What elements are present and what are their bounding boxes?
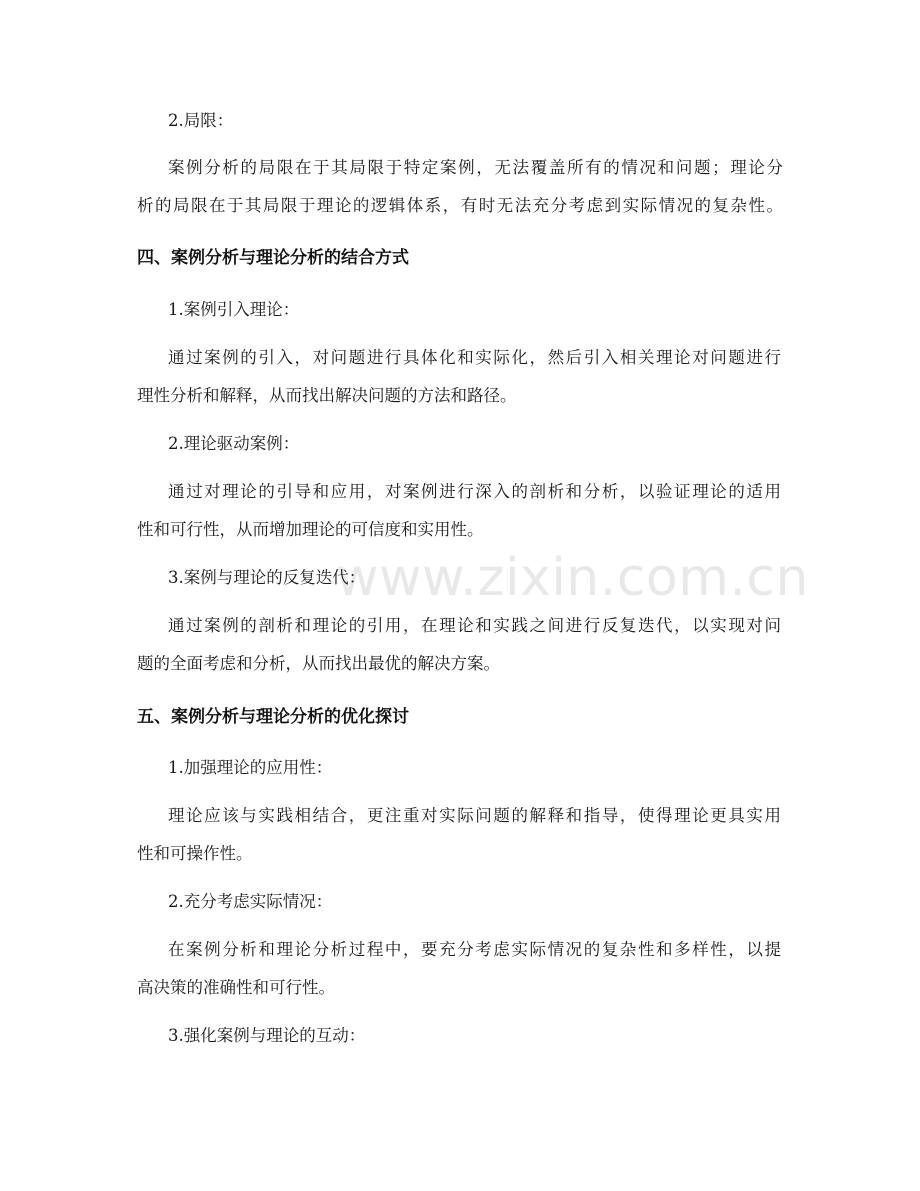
limit-paragraph-line-2: 析的局限在于其局限于理论的逻辑体系，有时无法充分考虑到实际情况的复杂性。 [137,196,783,215]
limit-subtitle: 2.局限： [168,111,234,130]
s4-item2-paragraph-line-1: 通过对理论的引导和应用，对案例进行深入的剖析和分析，以验证理论的适用 [168,482,781,501]
s5-item1-title: 1.加强理论的应用性： [168,758,333,777]
s4-item1-paragraph-line-1: 通过案例的引入，对问题进行具体化和实际化，然后引入相关理论对问题进行 [168,348,781,367]
s4-item3-paragraph-line-1: 通过案例的剖析和理论的引用，在理论和实践之间进行反复迭代，以实现对问 [168,616,781,635]
s4-item1-title: 1.案例引入理论： [168,300,300,319]
s5-item2-paragraph-line-2: 高决策的准确性和可行性。 [137,978,335,997]
s4-item2-paragraph-line-2: 性和可行性，从而增加理论的可信度和实用性。 [137,520,484,539]
limit-paragraph-line-1: 案例分析的局限在于其局限于特定案例，无法覆盖所有的情况和问题；理论分 [168,158,783,177]
s4-item3-paragraph-line-2: 题的全面考虑和分析，从而找出最优的解决方案。 [137,654,500,673]
s4-item1-paragraph-line-2: 理性分析和解释，从而找出解决问题的方法和路径。 [137,386,517,405]
s4-item2-title: 2.理论驱动案例： [168,434,300,453]
section-4-heading: 四、案例分析与理论分析的结合方式 [137,248,409,268]
s5-item1-paragraph-line-2: 性和可操作性。 [137,844,253,863]
s5-item2-title: 2.充分考虑实际情况： [168,892,333,911]
watermark: www.zixin.com.cn [336,548,809,608]
s4-item3-title: 3.案例与理论的反复迭代： [168,568,366,587]
s5-item1-paragraph-line-1: 理论应该与实践相结合，更注重对实际问题的解释和指导，使得理论更具实用 [168,806,781,825]
s5-item3-title: 3.强化案例与理论的互动： [168,1026,366,1045]
section-5-heading: 五、案例分析与理论分析的优化探讨 [137,707,409,727]
s5-item2-paragraph-line-1: 在案例分析和理论分析过程中，要充分考虑实际情况的复杂性和多样性，以提 [168,940,781,959]
